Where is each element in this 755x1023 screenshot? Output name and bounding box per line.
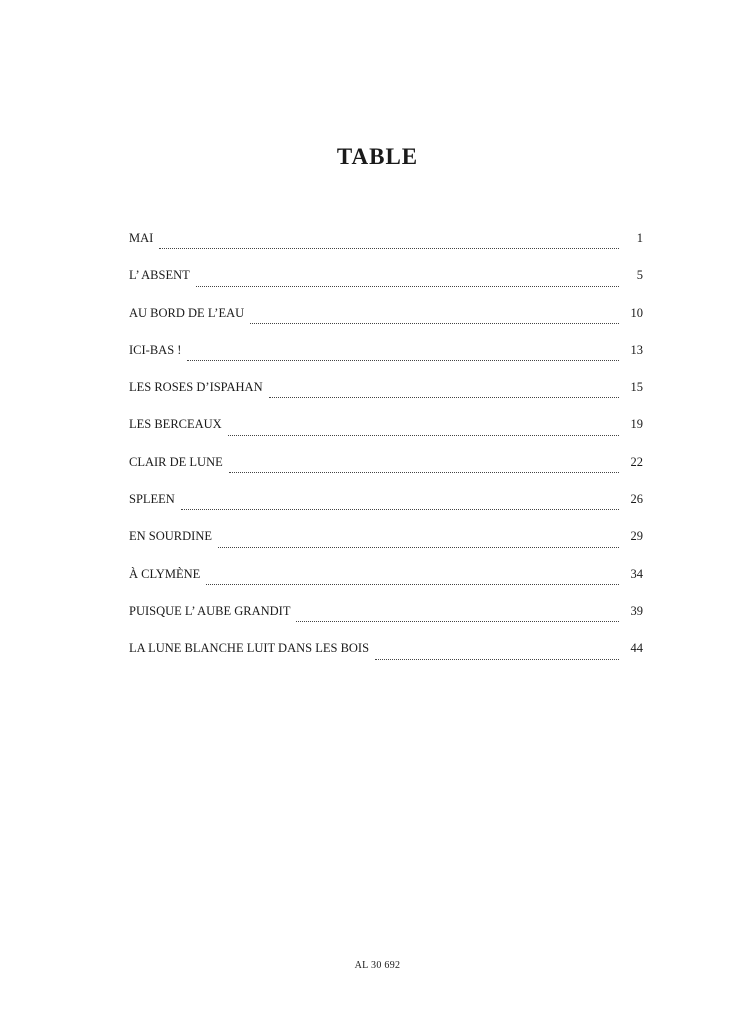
dot-leader xyxy=(181,509,619,510)
table-of-contents xyxy=(129,228,643,676)
toc-entry-page: 15 xyxy=(630,380,643,395)
toc-entry-page: 5 xyxy=(636,268,643,283)
dot-leader xyxy=(187,360,619,361)
toc-entry xyxy=(129,414,643,451)
toc-entry xyxy=(129,265,643,302)
dot-leader xyxy=(159,248,619,249)
dot-leader xyxy=(296,621,619,622)
dot-leader xyxy=(206,584,619,585)
toc-entry-title: LA LUNE BLANCHE LUIT DANS LES BOIS xyxy=(129,641,370,656)
dot-leader xyxy=(196,286,619,287)
toc-entry xyxy=(129,489,643,526)
toc-entry-page: 13 xyxy=(630,342,643,357)
dot-leader xyxy=(229,472,619,473)
toc-entry-title: ICI-BAS ! xyxy=(129,342,182,357)
toc-entry xyxy=(129,601,643,638)
toc-entry-title: CLAIR DE LUNE xyxy=(129,454,223,469)
toc-entry-title: LES ROSES D’ISPAHAN xyxy=(129,380,263,395)
dot-leader xyxy=(375,659,619,660)
dot-leader xyxy=(250,323,619,324)
toc-entry xyxy=(129,340,643,377)
toc-entry-page: 44 xyxy=(630,641,643,656)
toc-entry-title: EN SOURDINE xyxy=(129,529,212,544)
toc-entry-page: 1 xyxy=(636,231,643,245)
page-title: TABLE xyxy=(336,144,419,169)
toc-entry-page: 26 xyxy=(630,492,643,507)
toc-entry xyxy=(129,452,643,489)
dot-leader xyxy=(269,397,619,398)
toc-entry-page: 29 xyxy=(630,529,643,544)
toc-entry xyxy=(129,377,643,414)
toc-entry-title: AU BORD DE L’EAU xyxy=(129,305,245,320)
toc-entry-page: 10 xyxy=(630,305,643,320)
toc-entry-title: SPLEEN xyxy=(129,492,175,507)
toc-entry-page: 19 xyxy=(630,417,643,432)
toc-entry xyxy=(129,228,643,265)
toc-entry xyxy=(129,564,643,601)
toc-entry xyxy=(129,638,643,675)
toc-entry-title: L’ ABSENT xyxy=(129,268,190,283)
catalog-number: AL 30 692 xyxy=(354,960,401,971)
toc-entry-page: 22 xyxy=(630,454,643,469)
toc-entry-title: LES BERCEAUX xyxy=(129,417,222,432)
toc-entry-page: 34 xyxy=(630,566,643,581)
toc-entry-title: PUISQUE L’ AUBE GRANDIT xyxy=(129,603,291,618)
toc-entry-title: À CLYMÈNE xyxy=(129,566,201,581)
toc-entry-page: 39 xyxy=(630,603,643,618)
toc-entry xyxy=(129,526,643,563)
toc-entry-title: MAI xyxy=(129,231,154,245)
toc-entry xyxy=(129,303,643,340)
dot-leader xyxy=(218,547,619,548)
dot-leader xyxy=(228,435,619,436)
